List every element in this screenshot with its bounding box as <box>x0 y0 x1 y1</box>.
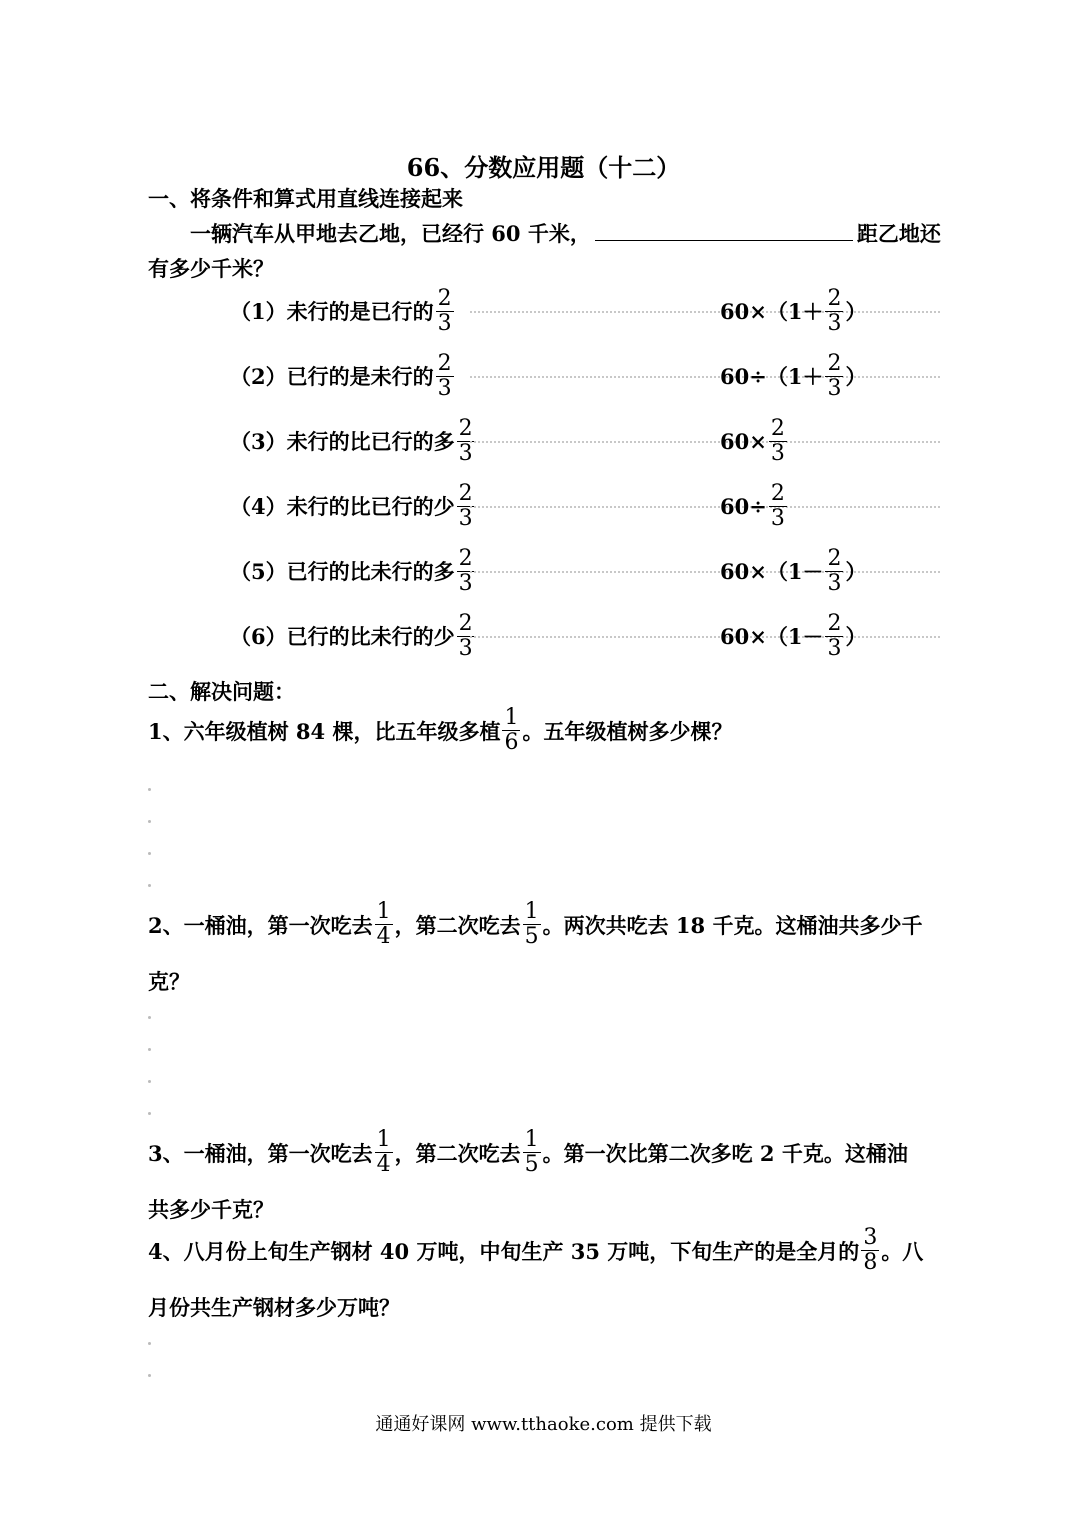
formula-pre: 60÷（1＋ <box>720 364 824 389</box>
question-1 <box>148 706 732 755</box>
fraction-denominator: 3 <box>770 440 785 466</box>
fraction <box>375 1128 393 1177</box>
fraction <box>523 900 541 949</box>
fraction <box>769 417 787 466</box>
spacer-dot <box>148 1016 151 1019</box>
fraction <box>825 352 843 401</box>
fraction-denominator: 3 <box>458 440 473 466</box>
fraction-denominator: 3 <box>437 310 452 336</box>
fraction-denominator: 3 <box>458 505 473 531</box>
formula-pre: 60×（1－ <box>720 624 824 649</box>
fraction-denominator: 3 <box>770 505 785 531</box>
intro-text-a: 一辆汽车从甲地去乙地，已经行 60 千米， <box>190 221 591 246</box>
condition-label: （5）已行的比未行的多 <box>230 559 455 584</box>
formula-pre: 60×（1－ <box>720 559 824 584</box>
fraction <box>825 612 843 661</box>
formula-1 <box>720 287 866 336</box>
spacer-dot <box>148 1112 151 1115</box>
q3-text-a: 3、一桶油，第一次吃去 <box>148 1140 373 1166</box>
condition-2 <box>230 352 456 401</box>
condition-label: （1）未行的是已行的 <box>230 299 434 324</box>
fraction-numerator: 1 <box>524 1127 539 1152</box>
fraction-numerator: 2 <box>437 285 452 311</box>
dotted-leader <box>470 441 940 443</box>
fraction <box>861 1226 879 1275</box>
condition-label: （2）已行的是未行的 <box>230 364 434 389</box>
fraction <box>502 706 520 755</box>
formula-6 <box>720 612 866 661</box>
fraction-numerator: 2 <box>458 415 473 441</box>
spacer-dot <box>148 820 151 823</box>
fraction <box>436 352 454 401</box>
condition-5 <box>230 547 477 596</box>
answer-blank <box>595 220 853 241</box>
q4-text-a: 4、八月份上旬生产钢材 40 万吨，中旬生产 35 万吨，下旬生产的是全月的 <box>148 1238 860 1264</box>
condition-3 <box>230 417 477 466</box>
dotted-leader <box>470 636 940 638</box>
fraction-numerator: 2 <box>458 480 473 506</box>
fraction-denominator: 8 <box>863 1250 878 1275</box>
matching-row <box>230 476 870 536</box>
condition-6 <box>230 612 477 661</box>
fraction-denominator: 3 <box>827 310 842 336</box>
fraction-numerator: 3 <box>863 1225 878 1250</box>
spacer-dot <box>148 788 151 791</box>
formula-2 <box>720 352 866 401</box>
formula-3 <box>720 417 789 466</box>
q2-text-a: 2、一桶油，第一次吃去 <box>148 912 373 938</box>
formula-post: ） <box>845 364 867 389</box>
fraction-denominator: 3 <box>458 570 473 596</box>
matching-row <box>230 281 870 341</box>
fraction-denominator: 4 <box>376 924 391 949</box>
matching-row <box>230 346 870 406</box>
spacer-dot <box>148 1342 151 1345</box>
q2-text-c: 。两次共吃去 18 千克。这桶油共多少千 <box>542 912 923 938</box>
formula-post: ） <box>845 624 867 649</box>
dotted-leader <box>470 376 940 378</box>
fraction <box>375 900 393 949</box>
fraction-numerator: 2 <box>827 610 842 636</box>
fraction-denominator: 4 <box>376 1152 391 1177</box>
formula-pre: 60÷ <box>720 493 767 519</box>
question-2 <box>148 900 922 949</box>
fraction-denominator: 5 <box>524 1152 539 1177</box>
formula-pre: 60×（1＋ <box>720 299 824 324</box>
formula-4 <box>720 482 789 531</box>
page-title: 66、分数应用题（十二） <box>406 153 681 182</box>
q4-text-b: 。八 <box>881 1238 924 1264</box>
formula-pre: 60× <box>720 428 767 454</box>
question-3-line2: 共多少千克？ <box>148 1197 274 1222</box>
fraction-numerator: 1 <box>376 1127 391 1152</box>
fraction-denominator: 3 <box>458 635 473 661</box>
dotted-leader <box>470 506 940 508</box>
intro-text-b: 距乙地还 <box>856 221 941 246</box>
fraction <box>825 547 843 596</box>
condition-label: （4）未行的比已行的少 <box>230 494 455 519</box>
fraction-denominator: 3 <box>437 375 452 401</box>
formula-5 <box>720 547 866 596</box>
fraction-numerator: 2 <box>770 415 785 441</box>
q1-text-a: 1、六年级植树 84 棵，比五年级多植 <box>148 718 501 744</box>
intro-line2: 有多少千米？ <box>148 256 274 281</box>
matching-row <box>230 541 870 601</box>
fraction-numerator: 2 <box>437 350 452 376</box>
spacer-dot <box>148 884 151 887</box>
spacer-dot <box>148 1048 151 1051</box>
question-3 <box>148 1128 908 1177</box>
fraction-numerator: 2 <box>827 285 842 311</box>
fraction-numerator: 1 <box>524 899 539 924</box>
condition-4 <box>230 482 477 531</box>
spacer-dot <box>148 852 151 855</box>
spacer-dot <box>148 1080 151 1083</box>
q3-text-b: ，第二次吃去 <box>394 1140 521 1166</box>
spacer-dot <box>148 1374 151 1377</box>
fraction-numerator: 2 <box>458 545 473 571</box>
intro-line1 <box>190 218 941 248</box>
question-2-line2: 克？ <box>148 969 190 994</box>
q2-text-b: ，第二次吃去 <box>394 912 521 938</box>
fraction <box>825 287 843 336</box>
dotted-leader <box>470 311 940 313</box>
fraction-numerator: 2 <box>827 350 842 376</box>
fraction-denominator: 3 <box>827 570 842 596</box>
fraction-denominator: 5 <box>524 924 539 949</box>
dotted-leader <box>470 571 940 573</box>
matching-row <box>230 606 870 666</box>
footer-credit: 通通好课网 www.tthaoke.com 提供下载 <box>375 1414 712 1435</box>
section1-heading: 一、将条件和算式用直线连接起来 <box>148 186 463 211</box>
fraction-denominator: 3 <box>827 375 842 401</box>
fraction <box>436 287 454 336</box>
section2-heading: 二、解决问题： <box>148 679 295 704</box>
matching-row <box>230 411 870 471</box>
fraction <box>769 482 787 531</box>
q1-text-b: 。五年级植树多少棵？ <box>522 718 733 744</box>
question-4-line2: 月份共生产钢材多少万吨？ <box>148 1295 400 1320</box>
fraction <box>523 1128 541 1177</box>
fraction-numerator: 1 <box>504 705 519 730</box>
condition-1 <box>230 287 456 336</box>
fraction-numerator: 2 <box>458 610 473 636</box>
condition-label: （6）已行的比未行的少 <box>230 624 455 649</box>
fraction-numerator: 2 <box>827 545 842 571</box>
fraction-numerator: 1 <box>376 899 391 924</box>
fraction-denominator: 3 <box>827 635 842 661</box>
fraction-numerator: 2 <box>770 480 785 506</box>
q3-text-c: 。第一次比第二次多吃 2 千克。这桶油 <box>542 1140 908 1166</box>
formula-post: ） <box>845 559 867 584</box>
formula-post: ） <box>845 299 867 324</box>
condition-label: （3）未行的比已行的多 <box>230 429 455 454</box>
fraction-denominator: 6 <box>504 730 519 755</box>
question-4 <box>148 1226 923 1275</box>
